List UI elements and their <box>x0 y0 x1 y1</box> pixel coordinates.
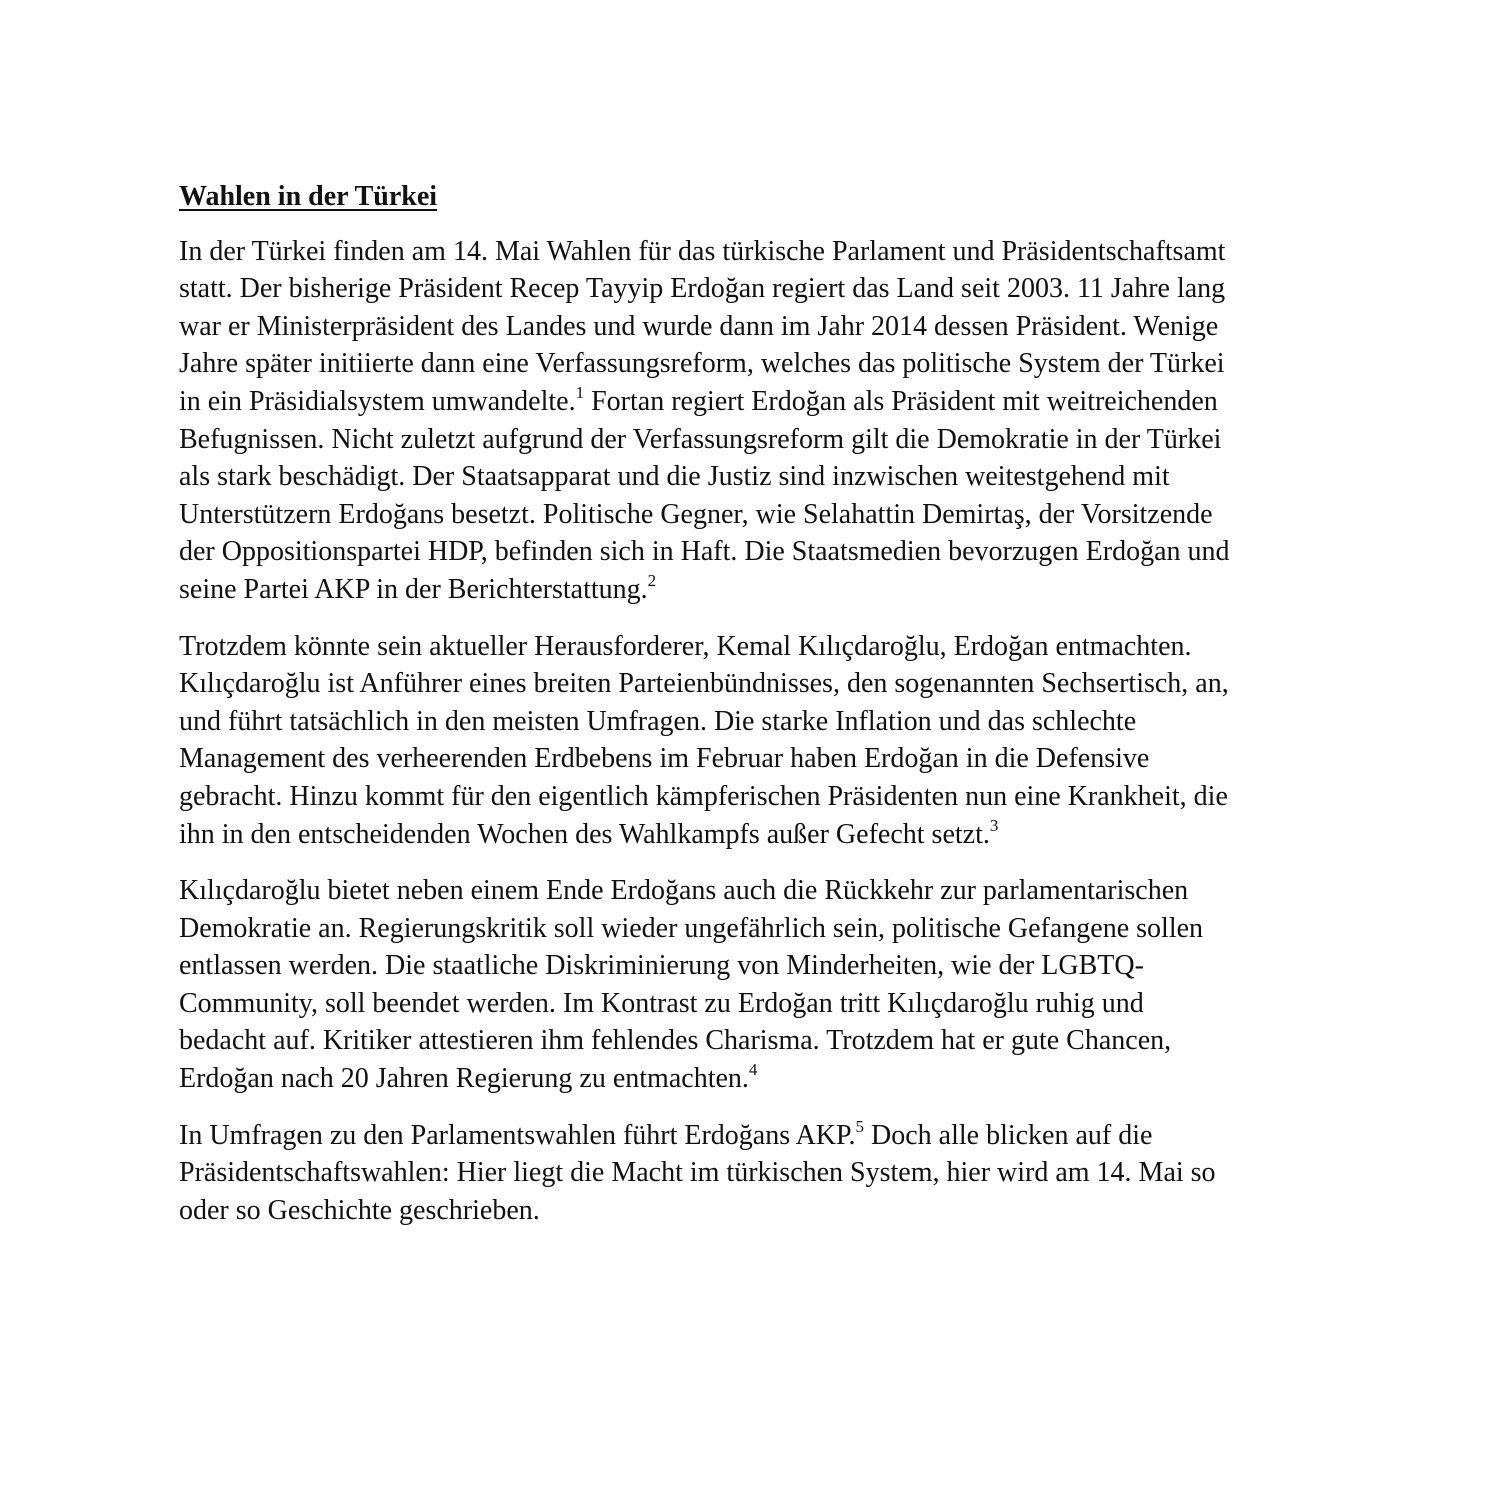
text-line <box>179 1025 1171 1056</box>
paragraph <box>179 628 1321 854</box>
line-text: gebracht. Hinzu kommt für den eigentlich kämpferischen Präsidenten nun eine Krankheit, die <box>179 780 1228 812</box>
line-text: Erdoğan nach 20 Jahren Regierung zu entmachten. <box>179 1063 749 1095</box>
text-line <box>179 631 1192 662</box>
text-line <box>179 1195 540 1226</box>
text-line <box>179 536 1230 567</box>
line-text: ihn in den entscheidenden Wochen des Wahlkampfs außer Gefecht setzt. <box>179 818 990 850</box>
line-text: Kılıçdaroğlu ist Anführer eines breiten Parteienbündnisses, den sogenannten Sechsertisch, an, <box>179 668 1229 700</box>
text-line <box>179 311 1218 342</box>
line-text: Jahre später initiierte dann eine Verfassungsreform, welches das politische System der Türkei <box>179 348 1225 380</box>
footnote-marker[interactable]: 5 <box>855 1116 864 1136</box>
line-text: der Oppositionspartei HDP, befinden sich in Haft. Die Staatsmedien bevorzugen Erdoğan und <box>179 536 1230 568</box>
text-line <box>179 950 1144 981</box>
text-line <box>179 570 657 605</box>
line-text-continued: Fortan regiert Erdoğan als Präsident mit weitreichenden <box>584 385 1218 417</box>
line-text: Trotzdem könnte sein aktueller Herausforderer, Kemal Kılıçdaroğlu, Erdoğan entmachten. <box>179 630 1192 662</box>
line-text: Community, soll beendet werden. Im Kontrast zu Erdoğan tritt Kılıçdaroğlu ruhig und <box>179 987 1144 1019</box>
text-line <box>179 236 1225 267</box>
text-line <box>179 743 1149 774</box>
text-line <box>179 273 1225 304</box>
line-text: entlassen werden. Die staatliche Diskriminierung von Minderheiten, wie der LGBTQ- <box>179 950 1144 982</box>
paragraph <box>179 1117 1321 1230</box>
document-title: Wahlen in der Türkei <box>179 181 438 212</box>
text-line <box>179 424 1221 455</box>
text-line <box>179 382 1218 417</box>
text-line <box>179 913 1203 944</box>
text-line <box>179 988 1144 1019</box>
line-text-continued: Doch alle blicken auf die <box>864 1119 1153 1151</box>
line-text: statt. Der bisherige Präsident Recep Tayyip Erdoğan regiert das Land seit 2003. 11 Jahre lang <box>179 273 1226 305</box>
text-line <box>179 1116 1153 1151</box>
line-text: bedacht auf. Kritiker attestieren ihm fehlendes Charisma. Trotzdem hat er gute Chancen, <box>179 1025 1172 1057</box>
line-text: war er Ministerpräsident des Landes und wurde dann im Jahr 2014 dessen Präsident. Wenige <box>179 310 1219 342</box>
footnote-marker[interactable]: 3 <box>989 815 999 835</box>
line-text: seine Partei AKP in der Berichterstattung. <box>179 573 648 605</box>
document-body <box>179 233 1321 1230</box>
text-line <box>179 499 1213 530</box>
line-text: in ein Präsidialsystem umwandelte. <box>179 385 576 417</box>
text-line <box>179 781 1228 812</box>
line-text: Befugnissen. Nicht zuletzt aufgrund der Verfassungsreform gilt die Demokratie in der Türkei <box>179 423 1222 455</box>
text-line <box>179 815 999 850</box>
paragraph <box>179 872 1321 1098</box>
line-text: und führt tatsächlich in den meisten Umfragen. Die starke Inflation und das schlechte <box>179 705 1137 737</box>
text-line <box>179 875 1188 906</box>
footnote-marker[interactable]: 4 <box>748 1060 758 1080</box>
paragraph <box>179 233 1321 609</box>
line-text: oder so Geschichte geschrieben. <box>179 1194 540 1226</box>
footnote-marker[interactable]: 2 <box>647 570 657 590</box>
line-text: Unterstützern Erdoğans besetzt. Politische Gegner, wie Selahattin Demirtaş, der Vorsitzende <box>179 498 1213 530</box>
text-line <box>179 668 1229 699</box>
line-text: Präsidentschaftswahlen: Hier liegt die Macht im türkischen System, hier wird am 14. Mai so <box>179 1157 1216 1189</box>
text-line <box>179 1060 758 1095</box>
line-text: Kılıçdaroğlu bietet neben einem Ende Erdoğans auch die Rückkehr zur parlamentarischen <box>179 875 1189 907</box>
line-text: als stark beschädigt. Der Staatsapparat und die Justiz sind inzwischen weitestgehend mit <box>179 461 1170 493</box>
text-line <box>179 706 1136 737</box>
line-text: In der Türkei finden am 14. Mai Wahlen für das türkische Parlament und Präsidentschaftsamt <box>179 235 1226 267</box>
document-page <box>179 178 1321 1248</box>
line-text: In Umfragen zu den Parlamentswahlen führt Erdoğans AKP. <box>179 1119 856 1151</box>
text-line <box>179 1157 1216 1188</box>
footnote-marker[interactable]: 1 <box>575 382 585 402</box>
line-text: Management des verheerenden Erdbebens im Februar haben Erdoğan in die Defensive <box>179 743 1150 775</box>
text-line <box>179 348 1225 379</box>
text-line <box>179 461 1170 492</box>
line-text: Demokratie an. Regierungskritik soll wieder ungefährlich sein, politische Gefangene sollen <box>179 912 1204 944</box>
